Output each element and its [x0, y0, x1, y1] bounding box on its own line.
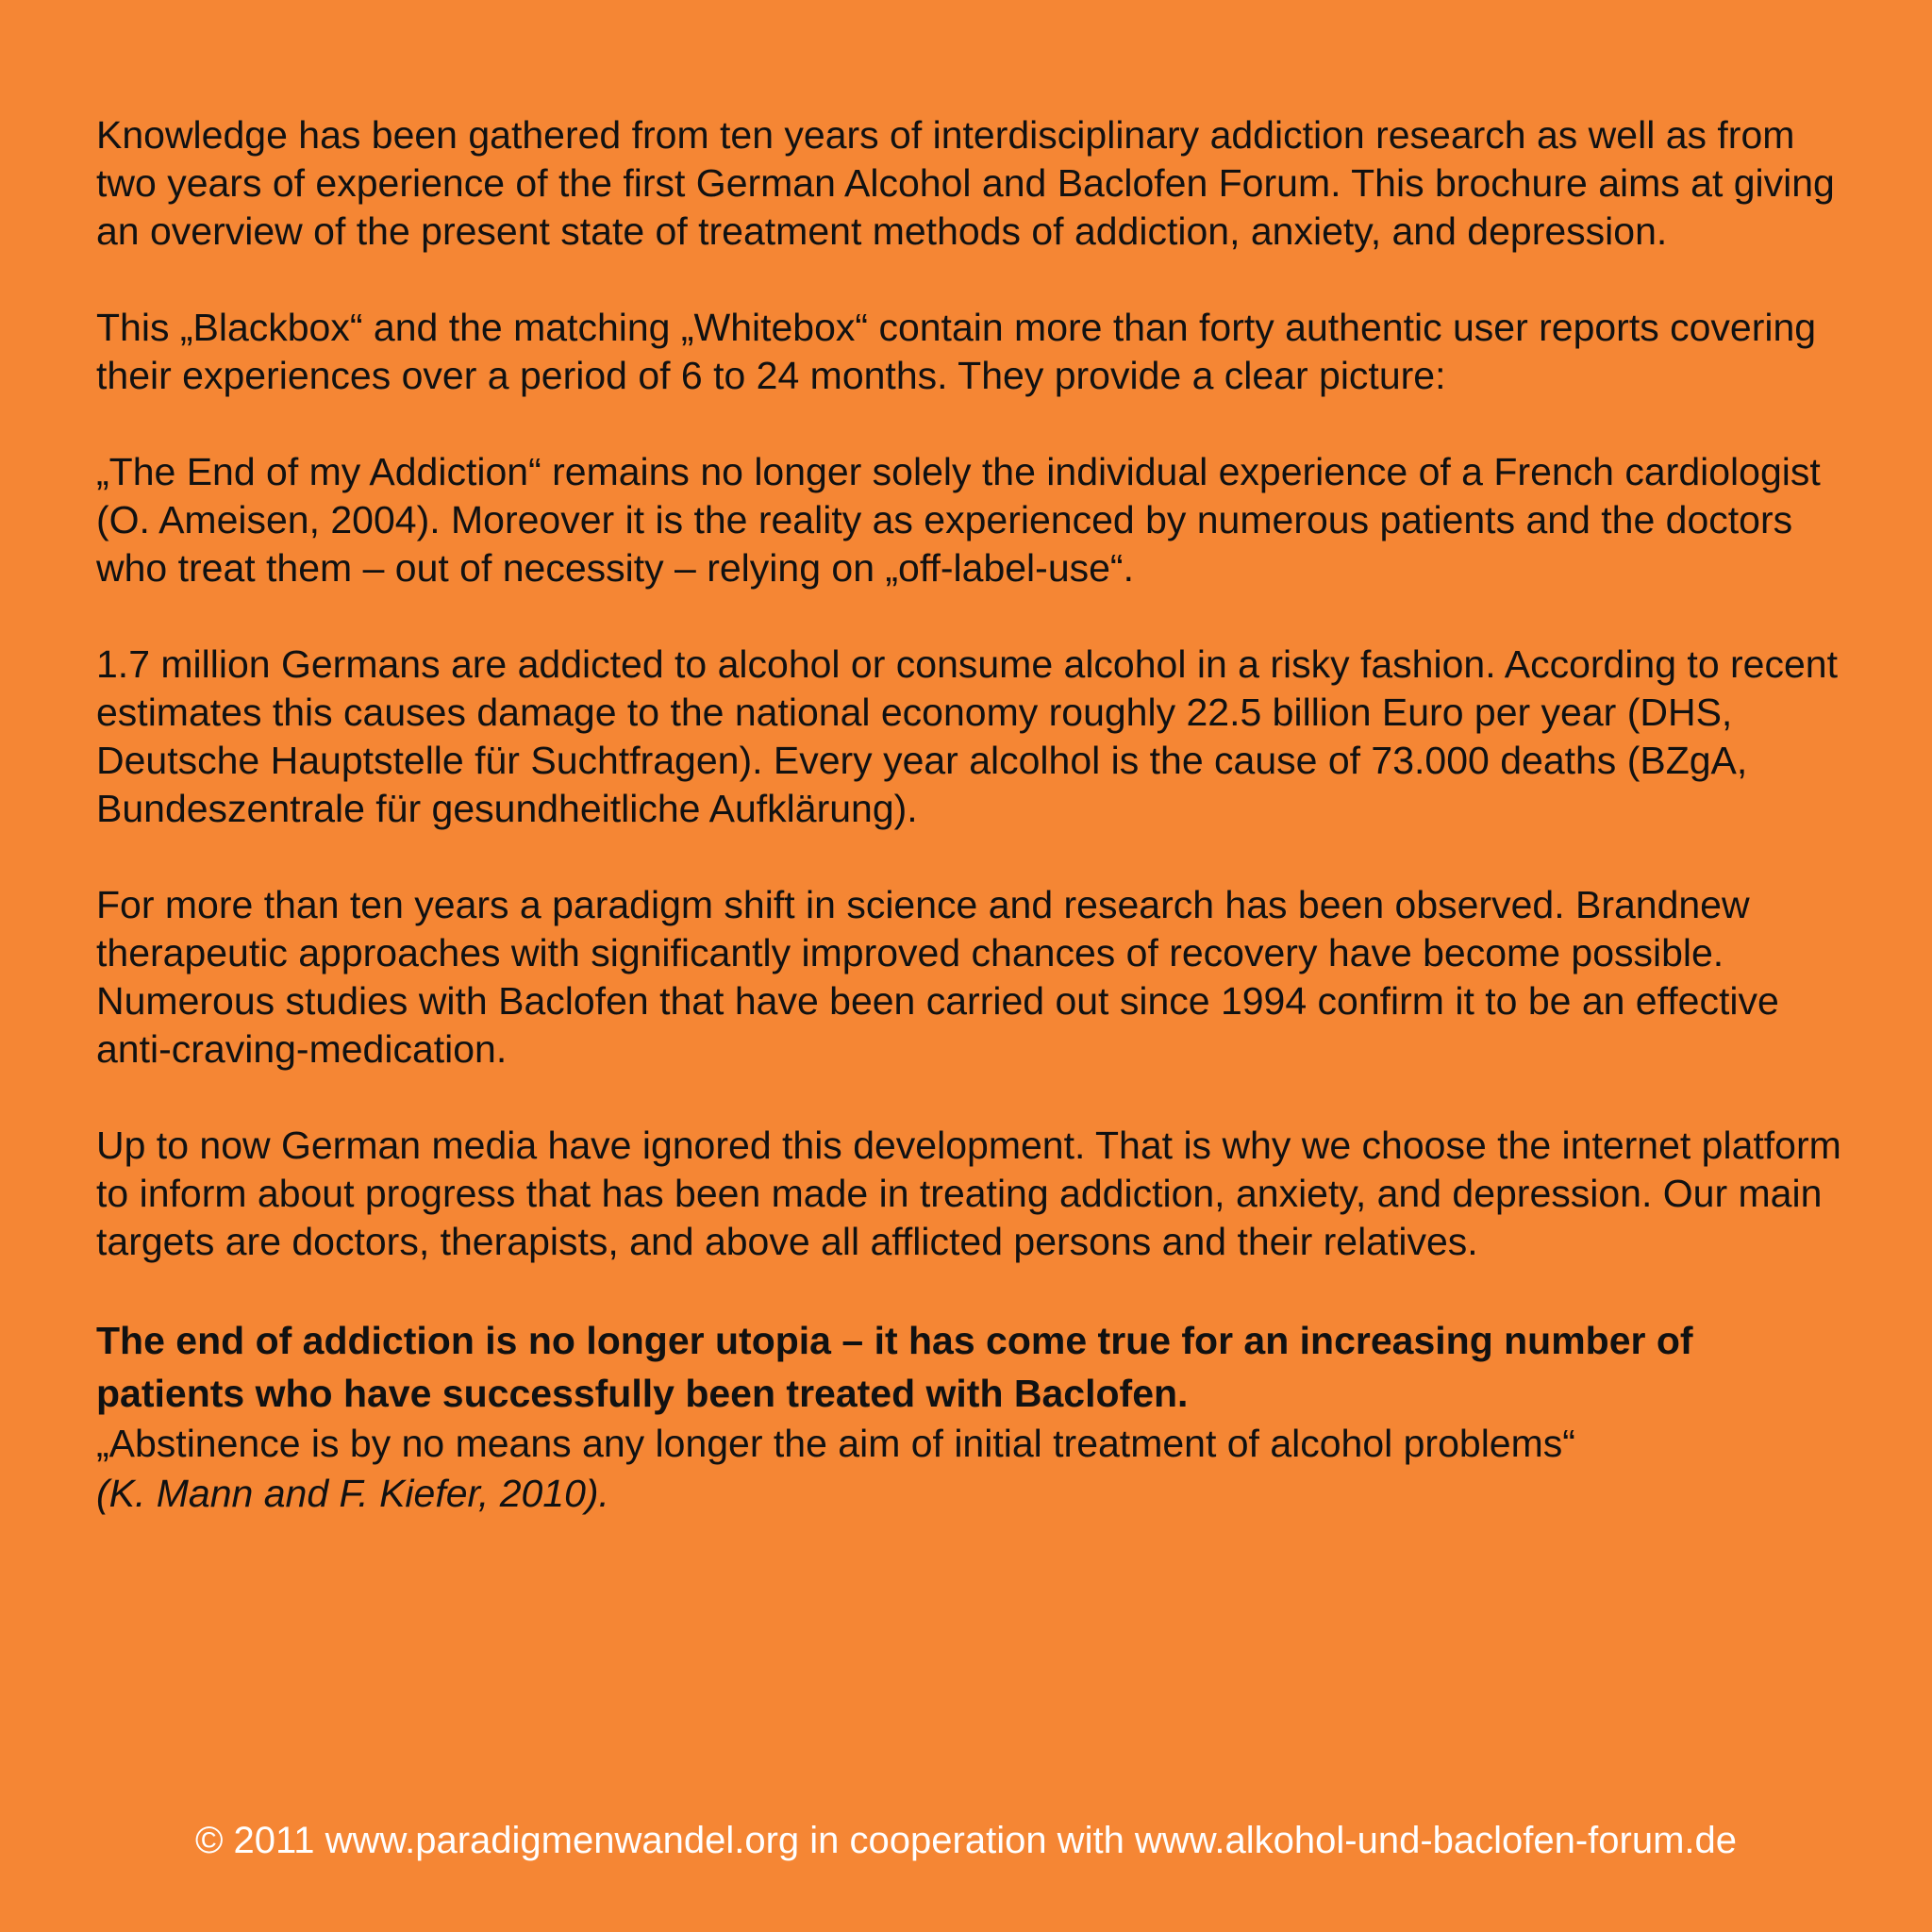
closing-statement [96, 1314, 1851, 1520]
closing-quote: „Abstinence is by no means any longer the aim of initial treatment of alcohol problems“ [96, 1422, 1575, 1465]
closing-bold-statement: The end of addiction is no longer utopia – it has come true for an increasing number of patients who have successfully been treated with Baclofen. [96, 1319, 1693, 1415]
brochure-body [96, 111, 1851, 1520]
closing-citation: (K. Mann and F. Kiefer, 2010). [96, 1472, 609, 1515]
paragraph-statistics: 1.7 million Germans are addicted to alcohol or consume alcohol in a risky fashion. According to recent estimates this causes damage to the national economy roughly 22.5 billion Euro per year (DHS, Deutsche Hauptstelle für Suchtfragen). Every year alcolhol is the cause of 73.000 deaths (BZgA, Bundeszentrale für gesundheitliche Aufklärung). [96, 642, 1838, 830]
paragraph-media: Up to now German media have ignored this development. That is why we choose the internet platform to inform about progress that has been made in treating addiction, anxiety, and depression. Our main targets are doctors, therapists, and above all afflicted persons and their relatives. [96, 1124, 1841, 1263]
paragraph-blackbox: This „Blackbox“ and the matching „Whitebox“ contain more than forty authentic user reports covering their experiences over a period of 6 to 24 months. They provide a clear picture: [96, 306, 1817, 397]
paragraph-paradigm-shift: For more than ten years a paradigm shift in science and research has been observed. Brandnew therapeutic approaches with significantly improved chances of recovery have become possible. Numerous studies with Baclofen that have been carried out since 1994 confirm it to be an effective anti-craving-medication. [96, 883, 1779, 1071]
footer-copyright: © 2011 www.paradigmenwandel.org in cooperation with www.alkohol-und-baclofen-forum.de [194, 1820, 1738, 1861]
paragraph-intro: Knowledge has been gathered from ten years of interdisciplinary addiction research as well as from two years of experience of the first German Alcohol and Baclofen Forum. This brochure aims at giving an overview of the present state of treatment methods of addiction, anxiety, and depression. [96, 113, 1835, 253]
paragraph-end-of-addiction: „The End of my Addiction“ remains no longer solely the individual experience of a French cardiologist (O. Ameisen, 2004). Moreover it is the reality as experienced by numerous patients and the doctors who treat them – out of necessity – relying on „off-label-use“. [96, 450, 1821, 590]
